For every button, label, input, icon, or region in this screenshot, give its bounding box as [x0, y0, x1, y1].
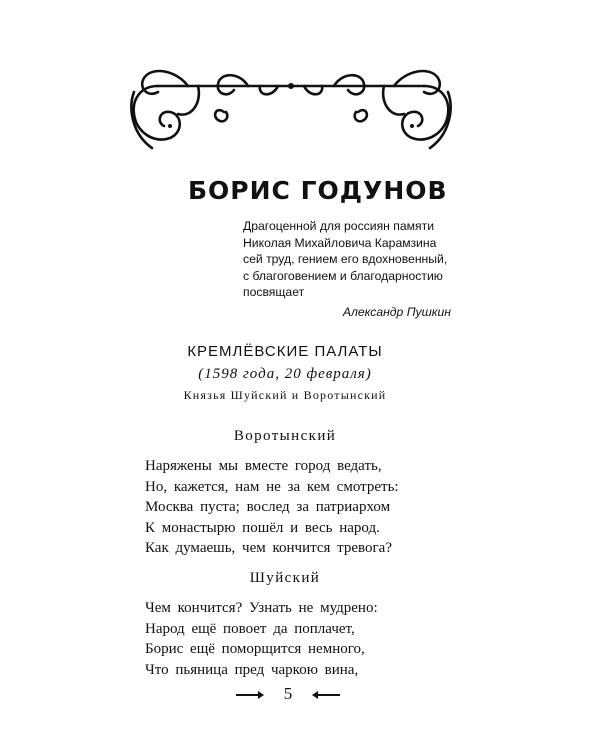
work-title: БОРИС ГОДУНОВ [188, 176, 448, 205]
verse-line: Что пьяница пред чаркою вина, [145, 661, 359, 678]
verse-block [145, 456, 399, 559]
ornament-flourish [128, 62, 454, 154]
dedication-line: с благоговением и благодарностию [243, 268, 443, 283]
verse-block [145, 598, 378, 680]
dedication-line: Драгоценной для россиян памяти [243, 219, 435, 233]
verse-line: Чем кончится? Узнать не мудрено: [145, 600, 378, 616]
scene-date: (1598 года, 20 февраля) [198, 366, 372, 382]
dedication-line: посвящает [243, 285, 305, 299]
page-number-text: 5 [283, 684, 293, 703]
speaker-name: Воротынский [233, 428, 337, 444]
dedication-line: сей труд, гением его вдохновенный, [243, 252, 448, 266]
verse-line: Как думаешь, чем кончится тревога? [145, 540, 392, 557]
verse-line: К монастырю пошёл и весь народ. [145, 519, 380, 536]
dedication [243, 218, 463, 320]
verse-line: Но, кажется, нам не за кем смотреть: [145, 478, 399, 495]
dedication-author: Александр Пушкин [342, 304, 451, 319]
verse-line: Наряжены мы вместе город ведать, [145, 458, 382, 474]
page-rule-right [318, 694, 340, 696]
page-number [228, 684, 348, 706]
verse-line: Борис ещё поморщится немного, [145, 641, 365, 658]
speaker-name: Шуйский [249, 570, 321, 586]
scene-place: КРЕМЛЁВСКИЕ ПАЛАТЫ [187, 343, 383, 360]
stage-direction: Князья Шуйский и Воротынский [183, 388, 387, 402]
verse-line: Москва пуста; вослед за патриархом [145, 499, 391, 516]
verse-line: Народ ещё повоет да поплачет, [145, 620, 355, 637]
dedication-line: Николая Михайловича Карамзина [243, 235, 437, 250]
